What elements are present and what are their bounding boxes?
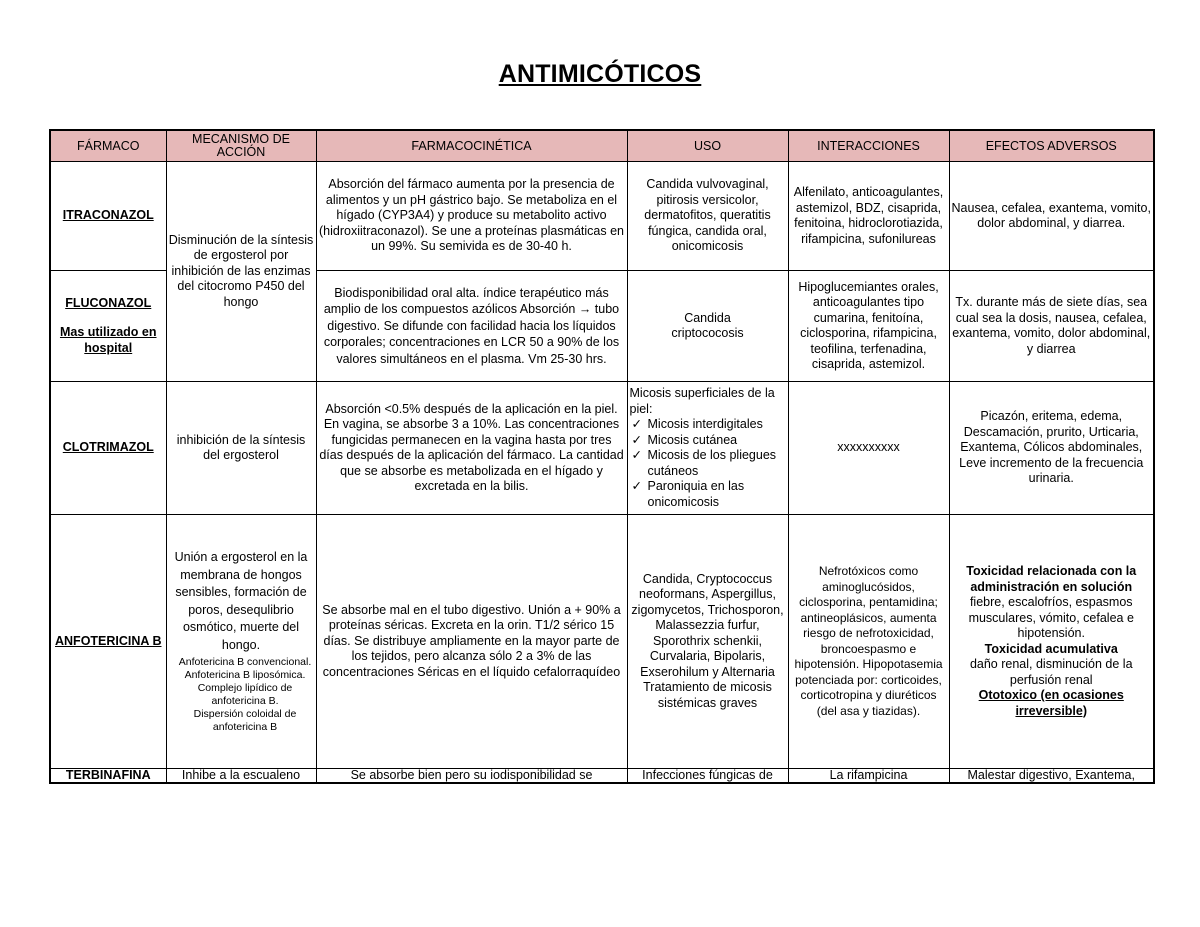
effects-text: daño renal, disminución de la perfusión renal [969, 657, 1133, 687]
col-header-farmacocinetica: FARMACOCINÉTICA [316, 130, 627, 162]
effects-text: fiebre, escalofríos, espasmos musculares, vómito, cefalea e hipotensión. [968, 595, 1134, 640]
pk-cell: Absorción <0.5% después de la aplicación en la piel. En vagina, se absorbe 3 a 10%. Las concentraciones fungicidas permanecen en la vagina hasta por tres días después de la aplicación del fármaco. La cantidad que se absorbe es metabolizada en el hígado y excretada en la bilis. [316, 382, 627, 515]
use-cell: Candida criptococosis [627, 271, 788, 382]
header-row [50, 130, 1154, 162]
use-cell: Candida vulvovaginal, pitirosis versicolor, dermatofitos, queratitis fúngica, candida oral, onicomicosis [627, 162, 788, 271]
drug-name: ANFOTERICINA B [55, 633, 162, 648]
list-item: • Anfotericina B liposómica. [177, 669, 314, 682]
drug-name-cell [50, 515, 166, 769]
adverse-effects-cell [949, 515, 1154, 769]
col-header-uso: USO [627, 130, 788, 162]
list-item: ✓ Micosis de los pliegues cutáneos [630, 448, 786, 479]
formulations-list [169, 656, 314, 734]
use-cell [627, 382, 788, 515]
pk-cell: Biodisponibilidad oral alta. índice terapéutico más amplio de los compuestos azólicos Absorción → tubo digestivo. Se difunde con facilidad hacia los líquidos corporales; concentraciones en LCR 50 a 90% de los valores simultáneos en el plasma. Vm 25-30 hrs. [316, 271, 627, 382]
list-item: ✓ Micosis cutánea [630, 433, 786, 449]
table-row-anfotericina [50, 515, 1154, 769]
mechanism-cell [166, 515, 316, 769]
document-title: ANTIMICÓTICOS [498, 60, 702, 88]
use-lead: Micosis superficiales de la piel: [629, 386, 775, 416]
table-row-clotrimazol [50, 382, 1154, 515]
table-row-itraconazol [50, 162, 1154, 271]
col-header-mecanismo: MECANISMO DE ACCIÓN [166, 130, 316, 162]
interactions-cell: La rifampicina [788, 769, 949, 784]
mechanism-cell: inhibición de la síntesis del ergosterol [166, 382, 316, 515]
use-checklist [630, 417, 786, 510]
pk-cell: Se absorbe bien pero su iodisponibilidad se [316, 769, 627, 784]
drug-name-cell [50, 162, 166, 271]
list-item: • Anfotericina B convencional. [177, 656, 314, 669]
drug-note: Mas utilizado en hospital [59, 325, 157, 355]
mechanism-cell: Inhibe a la escualeno [166, 769, 316, 784]
interactions-cell: Alfenilato, anticoagulantes, astemizol, BDZ, cisaprida, fenitoina, hidroclorotiazida, rifampicina, sufonilureas [788, 162, 949, 271]
effects-heading: Toxicidad acumulativa [984, 641, 1118, 656]
table-row-terbinafina [50, 769, 1154, 784]
col-header-farmaco: FÁRMACO [50, 130, 166, 162]
effects-heading: Toxicidad relacionada con la administración en solución [966, 564, 1137, 594]
drug-name: ITRACONAZOL [62, 208, 154, 223]
interactions-cell: xxxxxxxxxx [788, 382, 949, 515]
drug-name-cell [50, 271, 166, 382]
col-header-efectos: EFECTOS ADVERSOS [949, 130, 1154, 162]
drug-name-cell [50, 769, 166, 784]
mechanism-text: Unión a ergosterol en la membrana de hongos sensibles, formación de poros, desequlibrio osmótico, muerte del hongo. [174, 550, 308, 652]
adverse-effects-cell: Nausea, cefalea, exantema, vomito, dolor abdominal, y diarrea. [949, 162, 1154, 271]
pk-cell: Se absorbe mal en el tubo digestivo. Unión a + 90% a proteínas séricas. Excreta en la orin. T1/2 sérico 15 días. Se distribuye ampliamente en la mayor parte de los tejidos, pero alcanza sólo 2 a 3% de las concentraciones Séricas en el líquido cefalorraquídeo [316, 515, 627, 769]
list-item: ✓ Paroniquia en las onicomicosis [630, 479, 786, 510]
mechanism-azoles-cell: Disminución de la síntesis de ergosterol por inhibición de las enzimas del citocromo P450 del hongo [166, 162, 316, 382]
drug-name: CLOTRIMAZOL [62, 440, 154, 455]
list-item: ✓ Micosis interdigitales [630, 417, 786, 433]
use-cell: Candida, Cryptococcus neoformans, Aspergillus, zigomycetos, Trichosporon, Malassezzia furfur, Sporothrix schenkii, Curvalaria, Bipolaris, Exserohilum y Alternaria Tratamiento de micosis sistémicas graves [627, 515, 788, 769]
interactions-cell: Nefrotóxicos como aminoglucósidos, ciclosporina, pentamidina; antineoplásicos, aumenta riesgo de nefrotoxicidad, broncoespasmo e hipotensión. Hipopotasemia potenciada por: corticoides, corticotropina y diuréticos (del asa y tiazidas). [788, 515, 949, 769]
use-cell: Infecciones fúngicas de [627, 769, 788, 784]
drug-name: TERBINAFINA [65, 768, 151, 782]
col-header-interacciones: INTERACCIONES [788, 130, 949, 162]
antifungal-table [49, 129, 1155, 784]
interactions-cell: Hipoglucemiantes orales, anticoagulantes tipo cumarina, fenitoína, ciclosporina, rifampicina, teofilina, terfenadina, cisaprida, astemizol. [788, 271, 949, 382]
adverse-effects-cell: Malestar digestivo, Exantema, [949, 769, 1154, 784]
list-item: • Complejo lipídico de anfotericina B. [177, 682, 314, 708]
effects-heading: Ototoxico (en ocasiones irreversible) [978, 688, 1124, 718]
adverse-effects-cell: Tx. durante más de siete días, sea cual sea la dosis, nausea, cefalea, exantema, vomito, dolor abdominal, y diarrea [949, 271, 1154, 382]
drug-name-cell [50, 382, 166, 515]
drug-name: FLUCONAZOL [65, 295, 152, 310]
adverse-effects-cell: Picazón, eritema, edema, Descamación, prurito, Urticaria, Exantema, Cólicos abdominales, Leve incremento de la frecuencia urinaria. [949, 382, 1154, 515]
pk-cell: Absorción del fármaco aumenta por la presencia de alimentos y un pH gástrico bajo. Se metaboliza en el hígado (CYP3A4) y produce su metabolito activo (hidroxiitraconazol). Se une a proteínas plasmáticas en un 99%. Su semivida es de 30-40 h. [316, 162, 627, 271]
list-item: • Dispersión coloidal de anfotericina B [177, 708, 314, 734]
